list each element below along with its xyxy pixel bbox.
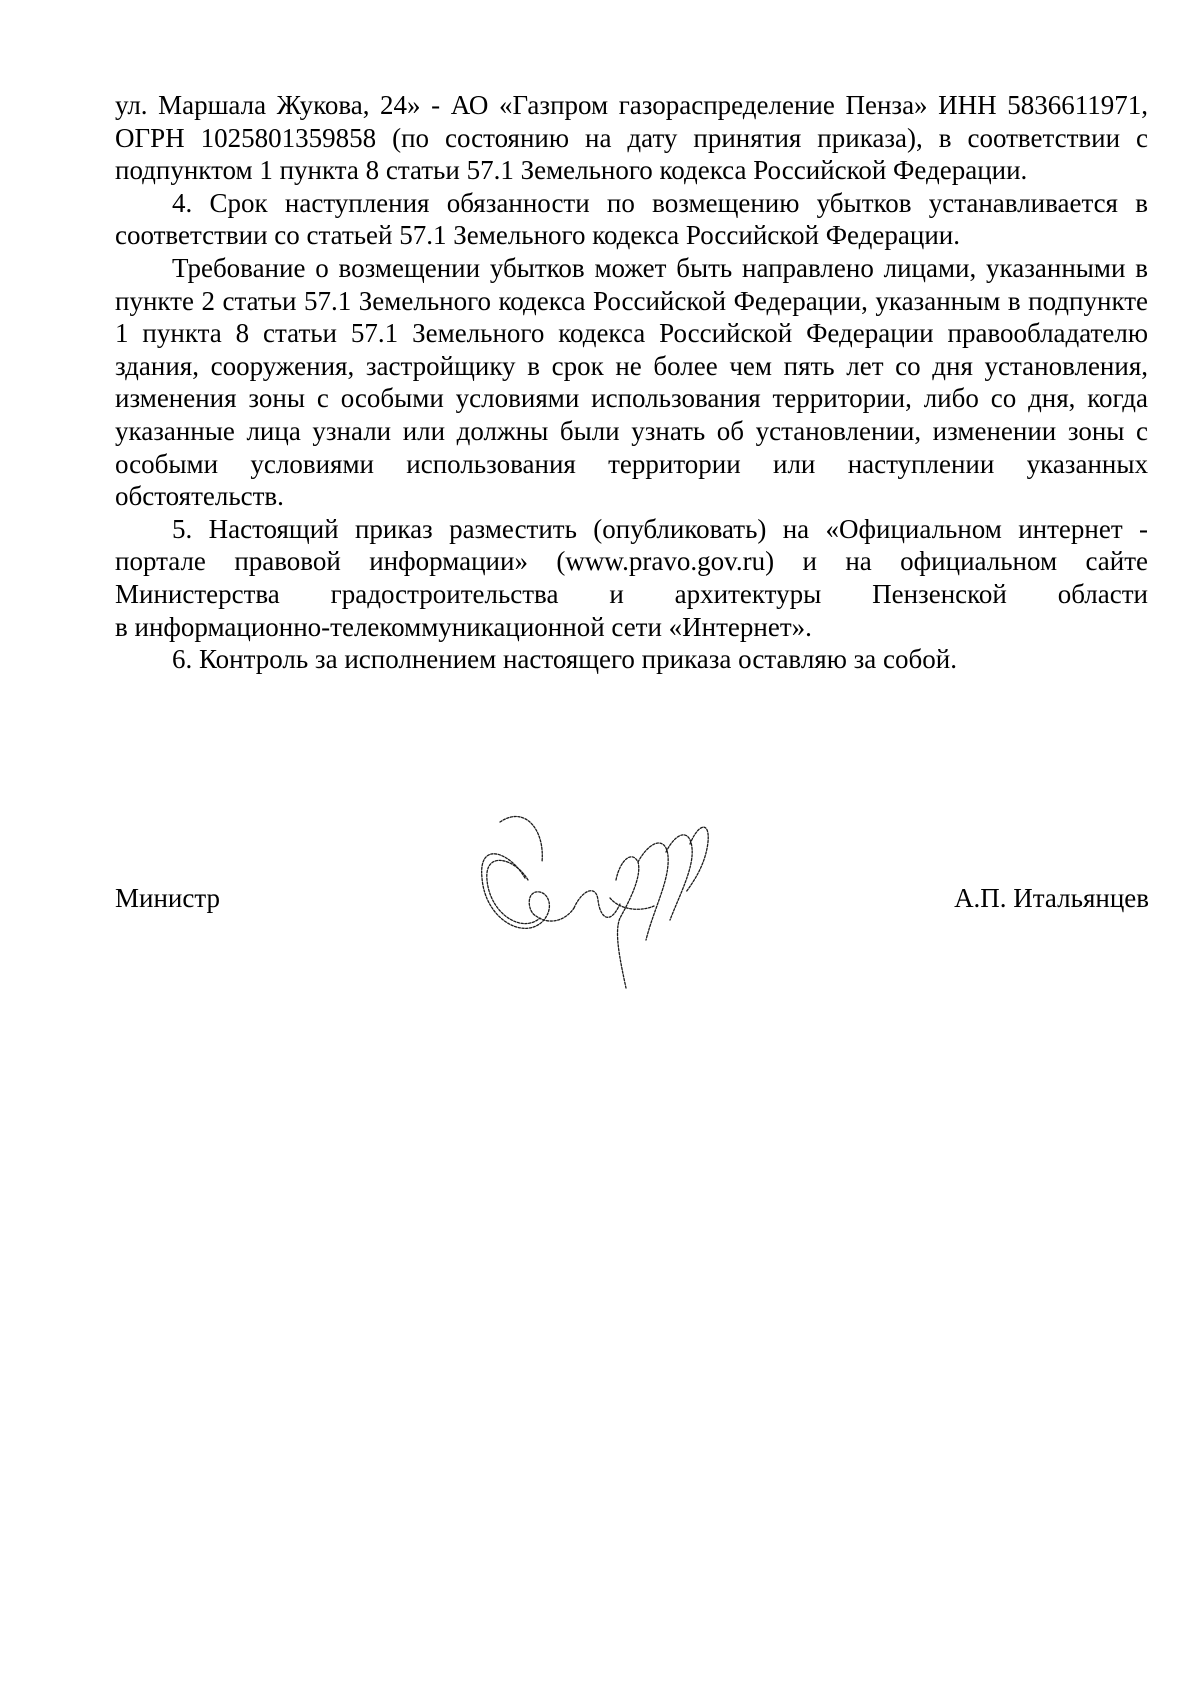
signatory-title: Министр: [115, 883, 220, 913]
paragraph-item-4: 4. Срок наступления обязанности по возмещению убытков устанавливается в соответствии со статьей 57.1 Земельного кодекса Российской Федерации.: [115, 187, 1148, 251]
paragraph-item-5: 5. Настоящий приказ разместить (опубликовать) на «Официальном интернет - портале правовой информации» (www.pravo.gov.ru) и на официальном сайте Министерства градостроительства и архитектуры Пензенской области: [115, 513, 1148, 609]
paragraph-address-continuation: ул. Маршала Жукова, 24» - АО «Газпром газораспределение Пенза» ИНН 5836611971, ОГРН 1025801359858 (по состоянию на дату принятия приказа), в соответствии с подпунктом 1 пункта 8 статьи 57.1 Земельного кодекса Российской Федерации.: [115, 90, 1148, 186]
paragraph-damages-claim: Требование о возмещении убытков может быть направлено лицами, указанными в пункте 2 статьи 57.1 Земельного кодекса Российской Федерации, указанным в подпункте 1 пункта 8 статьи 57.1 Земельного кодекса Российской Федерации правообладателю здания, сооружения, застройщику в срок не более чем пять лет со дня установления, изменения зоны с особыми условиями использования территории, либо со дня, когда указанные лица узнали или должны были узнать об установлении, изменении зоны с особыми условиями использования территории или наступлении указанных обстоятельств.: [115, 252, 1148, 512]
signatory-name: А.П. Итальянцев: [954, 883, 1149, 913]
paragraph-item-6: 6. Контроль за исполнением настоящего приказа оставляю за собой.: [172, 644, 957, 675]
document-body: [115, 89, 1148, 676]
paragraph-item-5-continuation: в информационно-телекоммуникационной сети «Интернет».: [115, 611, 812, 642]
handwritten-signature: [470, 800, 720, 990]
